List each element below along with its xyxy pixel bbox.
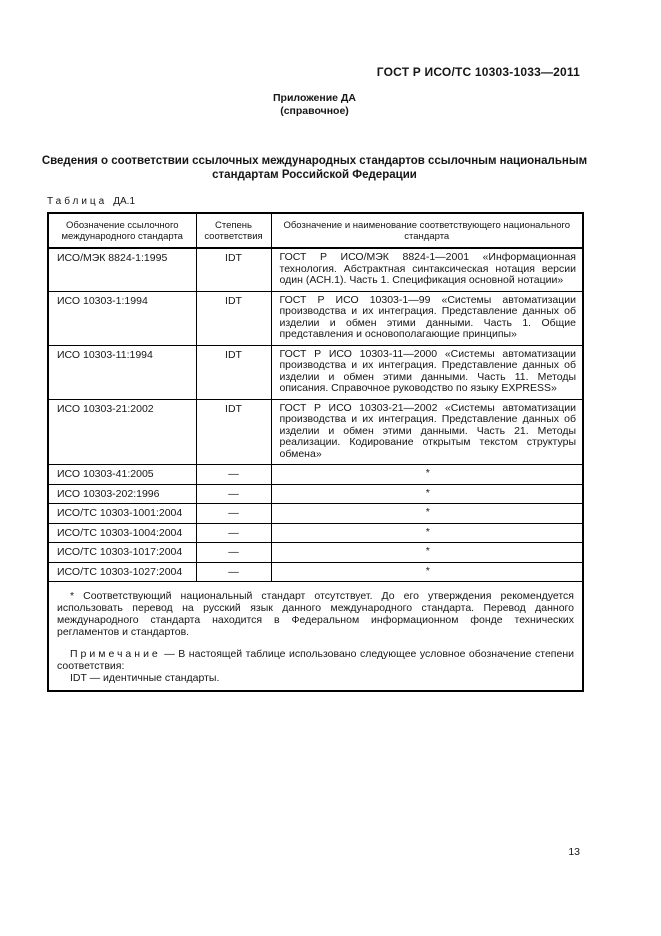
- table-footer-cell: [48, 582, 583, 692]
- note-idt-definition: IDT — идентичные стандарты.: [70, 672, 220, 684]
- table-row: [48, 543, 583, 563]
- cell-standard: ИСО/ТС 10303-1027:2004: [48, 562, 196, 582]
- table-row: [48, 248, 583, 291]
- annex-title: Приложение ДА: [273, 92, 356, 104]
- cell-degree: IDT: [196, 399, 271, 465]
- cell-national: *: [271, 543, 583, 563]
- cell-national: *: [271, 562, 583, 582]
- cell-national: ГОСТ Р ИСО/МЭК 8824-1—2001 «Информационная технология. Абстрактная синтаксическая нотация версии один (АСН.1). Часть 1. Спецификация основной нотации»: [271, 248, 583, 291]
- cell-degree: —: [196, 562, 271, 582]
- column-header-standard: Обозначение ссылочного международного стандарта: [48, 213, 196, 248]
- cell-degree: —: [196, 523, 271, 543]
- cell-standard: ИСО/МЭК 8824-1:1995: [48, 248, 196, 291]
- table-row: [48, 484, 583, 504]
- table-label: [47, 196, 135, 207]
- table-row: [48, 523, 583, 543]
- annex-subtitle: (справочное): [280, 104, 349, 117]
- table-row: [48, 504, 583, 524]
- table-footer-row: [48, 582, 583, 692]
- annex-heading: [47, 92, 582, 117]
- cell-standard: ИСО 10303-21:2002: [48, 399, 196, 465]
- column-header-degree: Степень соответствия: [196, 213, 271, 248]
- cell-national: ГОСТ Р ИСО 10303-21—2002 «Системы автоматизации производства и их интеграция. Представление данных об изделии и обмен этими данными. Часть 21. Методы реализации. Кодирование открытым текстом структуры обмена»: [271, 399, 583, 465]
- column-header-national: Обозначение и наименование соответствующего национального стандарта: [271, 213, 583, 248]
- note-label: Примечание: [70, 648, 161, 660]
- cell-national: *: [271, 523, 583, 543]
- cell-standard: ИСО 10303-11:1994: [48, 345, 196, 399]
- table-row: [48, 465, 583, 485]
- table-row: [48, 345, 583, 399]
- cell-degree: IDT: [196, 248, 271, 291]
- cell-standard: ИСО/ТС 10303-1017:2004: [48, 543, 196, 563]
- table-row: [48, 399, 583, 465]
- cell-degree: —: [196, 484, 271, 504]
- page-number: 13: [568, 846, 580, 858]
- note-paragraph: [57, 648, 574, 672]
- page-title: Сведения о соответствии ссылочных международных стандартов ссылочным национальным стандартам Российской Федерации: [41, 155, 588, 181]
- footnote-text: * Соответствующий национальный стандарт отсутствует. До его утверждения рекомендуется использовать перевод на русский язык данного международного стандарта. Перевод данного международного стандарта находится в Федеральном информационном фонде технических регламентов и стандартов.: [57, 590, 574, 638]
- cell-degree: IDT: [196, 345, 271, 399]
- cell-national: *: [271, 504, 583, 524]
- cell-standard: ИСО 10303-1:1994: [48, 291, 196, 345]
- cell-degree: —: [196, 465, 271, 485]
- cell-national: ГОСТ Р ИСО 10303-11—2000 «Системы автоматизации производства и их интеграция. Представление данных об изделии и обмен этими данными. Часть 11. Методы описания. Справочное руководство по языку EXPRESS»: [271, 345, 583, 399]
- cell-standard: ИСО 10303-41:2005: [48, 465, 196, 485]
- table-body: [48, 248, 583, 691]
- cell-degree: —: [196, 504, 271, 524]
- table-label-word: Таблица: [47, 196, 108, 207]
- cell-degree: IDT: [196, 291, 271, 345]
- table-row: [48, 291, 583, 345]
- cell-standard: ИСО/ТС 10303-1004:2004: [48, 523, 196, 543]
- table-header: [48, 213, 583, 248]
- cell-national: *: [271, 465, 583, 485]
- table-row: [48, 562, 583, 582]
- table-header-row: [48, 213, 583, 248]
- doc-code: ГОСТ Р ИСО/ТС 10303-1033—2011: [376, 65, 580, 79]
- cell-degree: —: [196, 543, 271, 563]
- table-label-number: ДА.1: [113, 196, 136, 207]
- cell-standard: ИСО/ТС 10303-1001:2004: [48, 504, 196, 524]
- cell-national: *: [271, 484, 583, 504]
- cell-standard: ИСО 10303-202:1996: [48, 484, 196, 504]
- note-text: — В настоящей таблице использовано следующее условное обозначение степени соответствия:: [57, 648, 574, 672]
- cell-national: ГОСТ Р ИСО 10303-1—99 «Системы автоматизации производства и их интеграция. Представление данных об изделии и обмен этими данными. Часть 1. Общие представления и основополагающие принципы»: [271, 291, 583, 345]
- correspondence-table: [47, 212, 584, 692]
